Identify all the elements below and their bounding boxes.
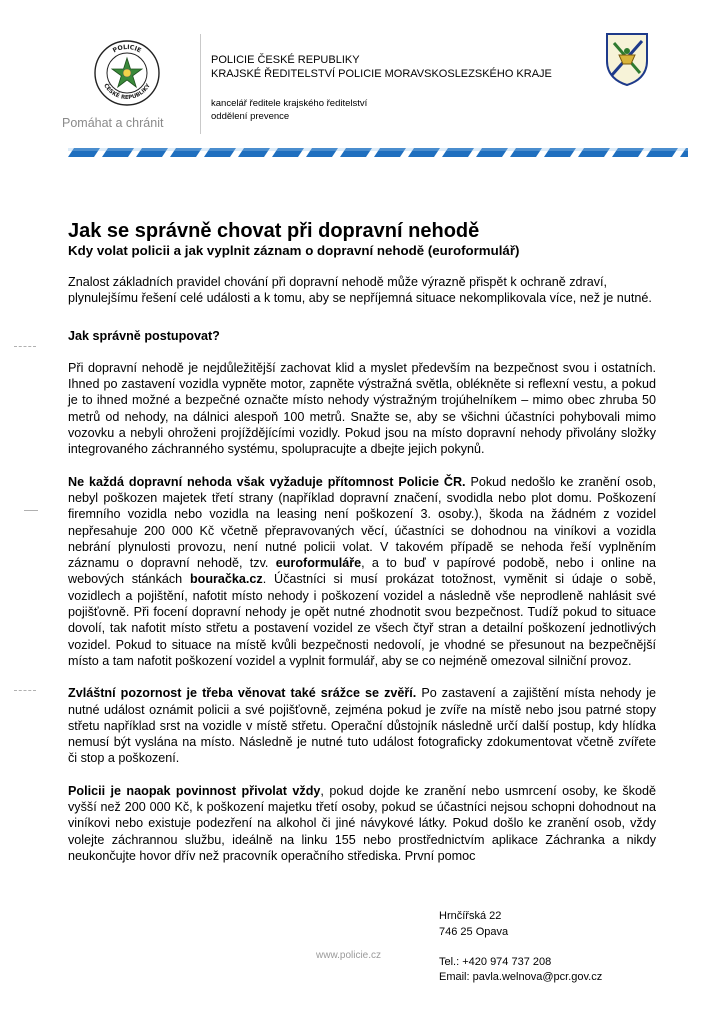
regional-coat-of-arms-icon <box>604 31 650 87</box>
footer-website: www.policie.cz <box>316 950 382 961</box>
paragraph-2-lead: Ne každá dopravní nehoda však vyžaduje přítomnost Policie ČR. <box>68 474 466 489</box>
page-title: Jak se správně chovat při dopravní nehodě <box>68 220 480 242</box>
slogan: Pomáhat a chránit <box>62 116 164 130</box>
police-logo <box>62 38 192 138</box>
footer-phone: Tel.: +420 974 737 208 <box>439 956 552 968</box>
police-star-emblem-icon <box>92 38 162 108</box>
paragraph-4 <box>68 783 656 864</box>
org-name-line2: KRAJSKÉ ŘEDITELSTVÍ POLICIE MORAVSKOSLEZSKÉHO KRAJE <box>211 68 552 80</box>
paragraph-1: Při dopravní nehodě je nejdůležitější zachovat klid a myslet především na bezpečnost svou i ostatních. Ihned po zastavení vozidla vypněte motor, zapněte výstražná světla, oblékněte si reflexní vestu, a pokud je to ihned možné a bezpečné označte místo nehody výstražným trojúhelníkem – mimo obec zhruba 50 metrů od nehody, na dálnici alespoň 100 metrů. Snažte se, aby se všichni účastníci pohybovali mimo vozovku a nebyli ohroženi projíždějícími vozidly. Pokud jsou na místo dopravní nehody přivolány složky integrovaného záchranného systému, spolupracujte a dbejte jejich pokynů. <box>68 360 656 457</box>
paragraph-2 <box>68 474 656 670</box>
page-subtitle: Kdy volat policii a jak vyplnit záznam o dopravní nehodě (euroformulář) <box>68 243 520 258</box>
org-name-line1: POLICIE ČESKÉ REPUBLIKY <box>211 54 360 66</box>
margin-mark <box>24 510 38 511</box>
paragraph-3 <box>68 685 656 766</box>
margin-mark <box>14 346 36 347</box>
paragraph-4-lead: Policii je naopak povinnost přivolat vždy <box>68 783 321 798</box>
department-line1: kancelář ředitele krajského ředitelství <box>211 98 368 109</box>
paragraph-3-lead: Zvláštní pozornost je třeba věnovat také srážce se zvěří. <box>68 686 417 701</box>
footer-city: 746 25 Opava <box>439 926 509 938</box>
bouracka-link-text: bouračka.cz <box>189 572 263 587</box>
euroformular-term: euroformuláře <box>275 556 362 571</box>
paragraph-2-text-a: Pokud nedošlo ke zranění osob, nebyl poškozen majetek třetí strany (například dopravní značení, svodidla nebo plot domu. Poškození firemního vozidla nebo vozidla na leasing není poškození 3. osoby.), škoda na žádném z vozidel nepřesahuje 200 000 Kč včetně přepravovaných věcí, účastníci se dohodnou na viníkovi a vozidla nebrání plynulosti provozu, není nutné policii volat. V takovém případě se nehoda řeší vyplněním záznamu o dopravní nehodě, tzv. <box>68 474 656 571</box>
logo-text-bottom: ČESKÉ REPUBLIKY <box>102 82 152 102</box>
logo-text-top: POLICIE <box>111 43 143 55</box>
svg-text:ČESKÉ REPUBLIKY <box>102 82 152 101</box>
margin-mark <box>14 690 36 691</box>
footer-email: Email: pavla.welnova@pcr.gov.cz <box>439 971 603 983</box>
department-line2: oddělení prevence <box>211 111 290 122</box>
header-stripe <box>68 148 688 157</box>
paragraph-2-text-c: . Účastníci si musí prokázat totožnost, vyměnit si údaje o sobě, vozidlech a pojištění, nafotit místo nehody i poškození vozidel a následně vše neprodleně nahlásit své pojišťovně. Při focení dopravní nehody je opět nutné zhodnotit svou bezpečnost. Tudíž pokud to situace dovolí, tak nafotit místo střetu a postavení vozidel ze všech čtyř stran a detailní poškození jednotlivých vozidel. Pokud to situace na místě kvůli bezpečnosti nedovolí, je vhodné se přesunout na bezpečnější místo a tam nafotit poškození vozidel a vyplnit formulář, aby se co nejméně omezoval silniční provoz. <box>68 572 657 668</box>
article-body <box>68 274 656 880</box>
section-heading: Jak správně postupovat? <box>68 328 220 343</box>
paragraph-3-text: Po zastavení a zajištění místa nehody je nutné událost oznámit policii a své pojišťovně, zejména pokud je zvíře na místě nebo jsou patrné stopy střetu například srst na vozidle v místě střetu. Operační důstojník následně určí další postup, kdy hlídka nemusí být vyslána na místo. Následně je nutné tuto událost fotograficky zdokumentovat včetně zvířete či stop a poškození. <box>68 686 656 766</box>
footer-street: Hrnčířská 22 <box>439 910 502 922</box>
intro-paragraph: Znalost základních pravidel chování při dopravní nehodě může výrazně přispět k ochraně zdraví, plynulejšímu řešení celé události a k tomu, aby se nepříjemná situace nekomplikovala více, než je nutné. <box>68 275 652 306</box>
paragraph-4-text: , pokud dojde ke zranění nebo usmrcení osoby, ke škodě vyšší než 200 000 Kč, k poškození majetku třetí osoby, pokud se účastníci nejsou schopni dohodnout na viníkovi nebo existuje podezření na alkohol či jiné návykové látky. Pokud došlo ke zranění osob, vždy volejte záchrannou službu, ideálně na linku 155 nebo prostřednictvím aplikace Záchranka a nikdy neukončujte hovor dřív než pracovník operačního střediska. První pomoc <box>68 783 656 863</box>
paragraph-2-text-b: , a to buď v papírové podobě, nebo i online na webových stánkách <box>68 556 656 587</box>
header-divider <box>200 34 201 134</box>
